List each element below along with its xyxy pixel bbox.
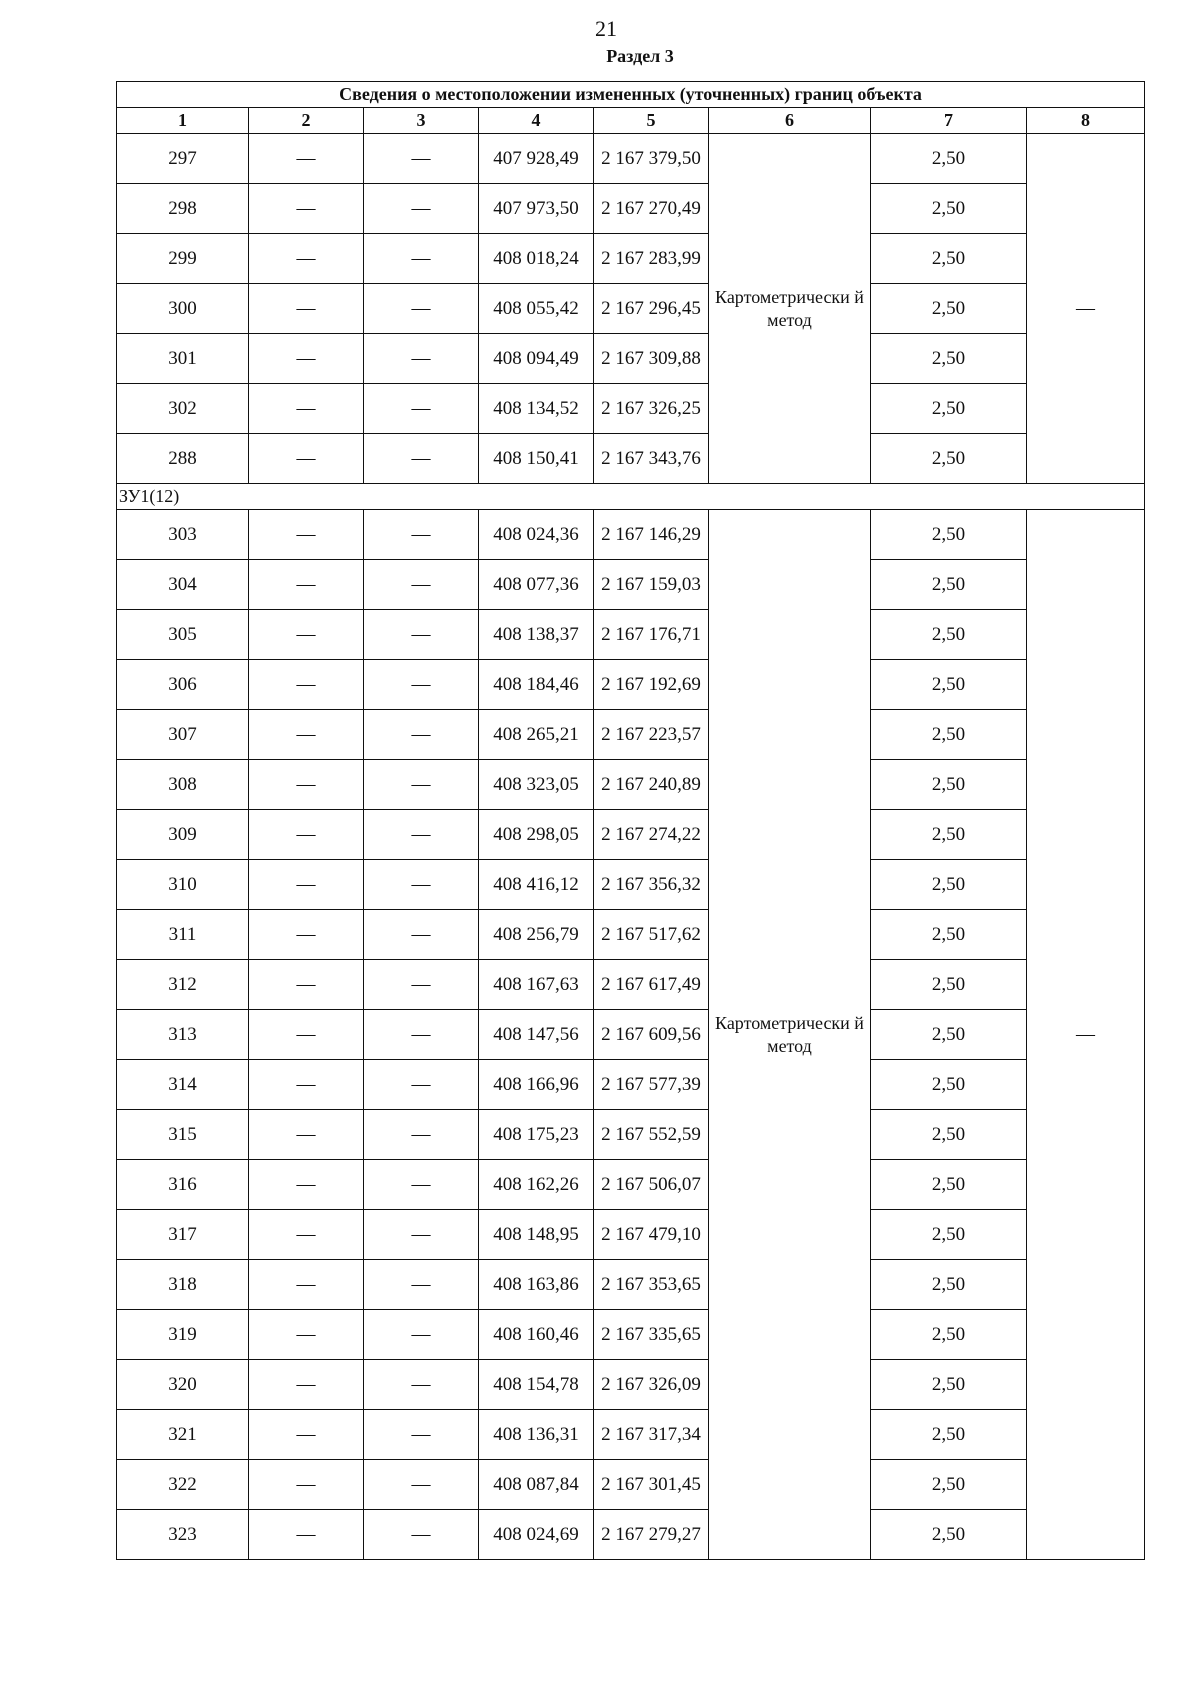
x-coordinate-cell: 408 256,79 <box>479 910 594 960</box>
table-row <box>117 184 1145 234</box>
point-number-cell: 317 <box>117 1210 249 1260</box>
point-number-cell: 305 <box>117 610 249 660</box>
column-3-cell: — <box>364 1010 479 1060</box>
x-coordinate-cell: 408 166,96 <box>479 1060 594 1110</box>
x-coordinate-cell: 408 024,36 <box>479 510 594 560</box>
column-3-cell: — <box>364 1460 479 1510</box>
column-3-cell: — <box>364 334 479 384</box>
column-3-cell: — <box>364 1110 479 1160</box>
y-coordinate-cell: 2 167 326,09 <box>594 1360 709 1410</box>
column-3-cell: — <box>364 660 479 710</box>
point-number-cell: 314 <box>117 1060 249 1110</box>
accuracy-cell: 2,50 <box>871 184 1027 234</box>
accuracy-cell: 2,50 <box>871 1110 1027 1160</box>
x-coordinate-cell: 408 018,24 <box>479 234 594 284</box>
table-row <box>117 284 1145 334</box>
column-number: 6 <box>709 108 871 134</box>
table-row <box>117 910 1145 960</box>
accuracy-cell: 2,50 <box>871 960 1027 1010</box>
column-2-cell: — <box>249 1110 364 1160</box>
x-coordinate-cell: 407 973,50 <box>479 184 594 234</box>
y-coordinate-cell: 2 167 353,65 <box>594 1260 709 1310</box>
column-2-cell: — <box>249 810 364 860</box>
column-2-cell: — <box>249 1410 364 1460</box>
table-row <box>117 1360 1145 1410</box>
x-coordinate-cell: 408 175,23 <box>479 1110 594 1160</box>
column-number-row <box>117 108 1145 134</box>
y-coordinate-cell: 2 167 506,07 <box>594 1160 709 1210</box>
table-row <box>117 1210 1145 1260</box>
table-row <box>117 1010 1145 1060</box>
column-3-cell: — <box>364 1260 479 1310</box>
point-number-cell: 297 <box>117 134 249 184</box>
point-number-cell: 299 <box>117 234 249 284</box>
y-coordinate-cell: 2 167 335,65 <box>594 1310 709 1360</box>
accuracy-cell: 2,50 <box>871 910 1027 960</box>
page-number: 21 <box>595 16 617 41</box>
x-coordinate-cell: 408 323,05 <box>479 760 594 810</box>
column-2-cell: — <box>249 1310 364 1360</box>
x-coordinate-cell: 408 154,78 <box>479 1360 594 1410</box>
column-3-cell: — <box>364 434 479 484</box>
point-number-cell: 312 <box>117 960 249 1010</box>
x-coordinate-cell: 408 055,42 <box>479 284 594 334</box>
x-coordinate-cell: 408 416,12 <box>479 860 594 910</box>
column-3-cell: — <box>364 810 479 860</box>
column-2-cell: — <box>249 760 364 810</box>
column-3-cell: — <box>364 610 479 660</box>
x-coordinate-cell: 408 160,46 <box>479 1310 594 1360</box>
point-number-cell: 321 <box>117 1410 249 1460</box>
column-3-cell: — <box>364 1060 479 1110</box>
column-2-cell: — <box>249 1210 364 1260</box>
x-coordinate-cell: 408 147,56 <box>479 1010 594 1060</box>
column-2-cell: — <box>249 710 364 760</box>
accuracy-cell: 2,50 <box>871 560 1027 610</box>
accuracy-cell: 2,50 <box>871 234 1027 284</box>
table-row <box>117 660 1145 710</box>
point-number-cell: 306 <box>117 660 249 710</box>
column-number: 4 <box>479 108 594 134</box>
x-coordinate-cell: 408 094,49 <box>479 334 594 384</box>
accuracy-cell: 2,50 <box>871 610 1027 660</box>
column-2-cell: — <box>249 1510 364 1560</box>
accuracy-cell: 2,50 <box>871 760 1027 810</box>
table-row <box>117 760 1145 810</box>
boundary-coordinates-table <box>116 81 1145 1560</box>
x-coordinate-cell: 407 928,49 <box>479 134 594 184</box>
y-coordinate-cell: 2 167 379,50 <box>594 134 709 184</box>
point-number-cell: 320 <box>117 1360 249 1410</box>
column-number: 5 <box>594 108 709 134</box>
y-coordinate-cell: 2 167 223,57 <box>594 710 709 760</box>
accuracy-cell: 2,50 <box>871 134 1027 184</box>
y-coordinate-cell: 2 167 279,27 <box>594 1510 709 1560</box>
column-2-cell: — <box>249 910 364 960</box>
group-label-row <box>117 484 1145 510</box>
column-2-cell: — <box>249 1260 364 1310</box>
accuracy-cell: 2,50 <box>871 1310 1027 1360</box>
accuracy-cell: 2,50 <box>871 334 1027 384</box>
column-3-cell: — <box>364 384 479 434</box>
table-row <box>117 560 1145 610</box>
column-3-cell: — <box>364 134 479 184</box>
table-row <box>117 434 1145 484</box>
y-coordinate-cell: 2 167 356,32 <box>594 860 709 910</box>
point-number-cell: 313 <box>117 1010 249 1060</box>
column-2-cell: — <box>249 510 364 560</box>
point-number-cell: 309 <box>117 810 249 860</box>
y-coordinate-cell: 2 167 609,56 <box>594 1010 709 1060</box>
point-number-cell: 318 <box>117 1260 249 1310</box>
table-row <box>117 960 1145 1010</box>
column-8-cell: — <box>1027 134 1145 484</box>
column-number: 2 <box>249 108 364 134</box>
x-coordinate-cell: 408 077,36 <box>479 560 594 610</box>
accuracy-cell: 2,50 <box>871 1260 1027 1310</box>
table-row <box>117 1510 1145 1560</box>
column-2-cell: — <box>249 284 364 334</box>
x-coordinate-cell: 408 184,46 <box>479 660 594 710</box>
column-2-cell: — <box>249 1160 364 1210</box>
accuracy-cell: 2,50 <box>871 1410 1027 1460</box>
column-2-cell: — <box>249 434 364 484</box>
y-coordinate-cell: 2 167 240,89 <box>594 760 709 810</box>
y-coordinate-cell: 2 167 326,25 <box>594 384 709 434</box>
x-coordinate-cell: 408 024,69 <box>479 1510 594 1560</box>
accuracy-cell: 2,50 <box>871 434 1027 484</box>
table-title: Сведения о местоположении измененных (уточненных) границ объекта <box>117 82 1145 108</box>
column-2-cell: — <box>249 134 364 184</box>
column-3-cell: — <box>364 1210 479 1260</box>
table-row <box>117 334 1145 384</box>
column-3-cell: — <box>364 860 479 910</box>
point-number-cell: 307 <box>117 710 249 760</box>
method-cell: Картометрически й метод <box>709 510 871 1560</box>
column-2-cell: — <box>249 1460 364 1510</box>
accuracy-cell: 2,50 <box>871 1210 1027 1260</box>
column-number: 1 <box>117 108 249 134</box>
point-number-cell: 316 <box>117 1160 249 1210</box>
point-number-cell: 311 <box>117 910 249 960</box>
point-number-cell: 315 <box>117 1110 249 1160</box>
column-number: 7 <box>871 108 1027 134</box>
y-coordinate-cell: 2 167 270,49 <box>594 184 709 234</box>
column-2-cell: — <box>249 960 364 1010</box>
point-number-cell: 301 <box>117 334 249 384</box>
table-row <box>117 1060 1145 1110</box>
accuracy-cell: 2,50 <box>871 860 1027 910</box>
column-2-cell: — <box>249 610 364 660</box>
y-coordinate-cell: 2 167 296,45 <box>594 284 709 334</box>
accuracy-cell: 2,50 <box>871 1360 1027 1410</box>
accuracy-cell: 2,50 <box>871 660 1027 710</box>
y-coordinate-cell: 2 167 176,71 <box>594 610 709 660</box>
accuracy-cell: 2,50 <box>871 710 1027 760</box>
accuracy-cell: 2,50 <box>871 1460 1027 1510</box>
x-coordinate-cell: 408 138,37 <box>479 610 594 660</box>
table-row <box>117 1460 1145 1510</box>
y-coordinate-cell: 2 167 283,99 <box>594 234 709 284</box>
method-cell: Картометрически й метод <box>709 134 871 484</box>
column-3-cell: — <box>364 1160 479 1210</box>
column-3-cell: — <box>364 710 479 760</box>
y-coordinate-cell: 2 167 192,69 <box>594 660 709 710</box>
column-3-cell: — <box>364 1410 479 1460</box>
column-3-cell: — <box>364 960 479 1010</box>
y-coordinate-cell: 2 167 577,39 <box>594 1060 709 1110</box>
point-number-cell: 303 <box>117 510 249 560</box>
x-coordinate-cell: 408 298,05 <box>479 810 594 860</box>
point-number-cell: 302 <box>117 384 249 434</box>
y-coordinate-cell: 2 167 309,88 <box>594 334 709 384</box>
column-3-cell: — <box>364 1510 479 1560</box>
column-3-cell: — <box>364 1360 479 1410</box>
column-2-cell: — <box>249 384 364 434</box>
column-2-cell: — <box>249 860 364 910</box>
x-coordinate-cell: 408 134,52 <box>479 384 594 434</box>
x-coordinate-cell: 408 150,41 <box>479 434 594 484</box>
point-number-cell: 288 <box>117 434 249 484</box>
column-2-cell: — <box>249 1010 364 1060</box>
column-2-cell: — <box>249 1060 364 1110</box>
accuracy-cell: 2,50 <box>871 1010 1027 1060</box>
point-number-cell: 300 <box>117 284 249 334</box>
column-2-cell: — <box>249 334 364 384</box>
table-row <box>117 234 1145 284</box>
group-label: ЗУ1(12) <box>117 484 1145 510</box>
accuracy-cell: 2,50 <box>871 510 1027 560</box>
accuracy-cell: 2,50 <box>871 284 1027 334</box>
point-number-cell: 310 <box>117 860 249 910</box>
column-3-cell: — <box>364 510 479 560</box>
table-row <box>117 1110 1145 1160</box>
table-row <box>117 134 1145 184</box>
point-number-cell: 322 <box>117 1460 249 1510</box>
x-coordinate-cell: 408 265,21 <box>479 710 594 760</box>
table-row <box>117 510 1145 560</box>
y-coordinate-cell: 2 167 552,59 <box>594 1110 709 1160</box>
column-8-cell: — <box>1027 510 1145 1560</box>
column-2-cell: — <box>249 660 364 710</box>
table-row <box>117 1260 1145 1310</box>
accuracy-cell: 2,50 <box>871 810 1027 860</box>
column-2-cell: — <box>249 184 364 234</box>
accuracy-cell: 2,50 <box>871 384 1027 434</box>
column-2-cell: — <box>249 234 364 284</box>
accuracy-cell: 2,50 <box>871 1060 1027 1110</box>
point-number-cell: 298 <box>117 184 249 234</box>
y-coordinate-cell: 2 167 617,49 <box>594 960 709 1010</box>
column-2-cell: — <box>249 560 364 610</box>
x-coordinate-cell: 408 136,31 <box>479 1410 594 1460</box>
point-number-cell: 319 <box>117 1310 249 1360</box>
x-coordinate-cell: 408 087,84 <box>479 1460 594 1510</box>
y-coordinate-cell: 2 167 517,62 <box>594 910 709 960</box>
y-coordinate-cell: 2 167 343,76 <box>594 434 709 484</box>
accuracy-cell: 2,50 <box>871 1160 1027 1210</box>
table-body <box>117 134 1145 1560</box>
column-3-cell: — <box>364 284 479 334</box>
y-coordinate-cell: 2 167 146,29 <box>594 510 709 560</box>
table-row <box>117 1310 1145 1360</box>
table-row <box>117 810 1145 860</box>
table-row <box>117 860 1145 910</box>
column-3-cell: — <box>364 910 479 960</box>
table-row <box>117 1160 1145 1210</box>
column-3-cell: — <box>364 760 479 810</box>
column-2-cell: — <box>249 1360 364 1410</box>
point-number-cell: 308 <box>117 760 249 810</box>
y-coordinate-cell: 2 167 301,45 <box>594 1460 709 1510</box>
accuracy-cell: 2,50 <box>871 1510 1027 1560</box>
y-coordinate-cell: 2 167 159,03 <box>594 560 709 610</box>
x-coordinate-cell: 408 162,26 <box>479 1160 594 1210</box>
table-row <box>117 1410 1145 1460</box>
x-coordinate-cell: 408 148,95 <box>479 1210 594 1260</box>
column-3-cell: — <box>364 560 479 610</box>
section-title: Раздел 3 <box>606 46 674 66</box>
point-number-cell: 304 <box>117 560 249 610</box>
x-coordinate-cell: 408 167,63 <box>479 960 594 1010</box>
y-coordinate-cell: 2 167 317,34 <box>594 1410 709 1460</box>
point-number-cell: 323 <box>117 1510 249 1560</box>
y-coordinate-cell: 2 167 479,10 <box>594 1210 709 1260</box>
column-3-cell: — <box>364 184 479 234</box>
table-row <box>117 610 1145 660</box>
table-row <box>117 710 1145 760</box>
column-number: 8 <box>1027 108 1145 134</box>
y-coordinate-cell: 2 167 274,22 <box>594 810 709 860</box>
table-row <box>117 384 1145 434</box>
column-number: 3 <box>364 108 479 134</box>
column-3-cell: — <box>364 234 479 284</box>
column-3-cell: — <box>364 1310 479 1360</box>
x-coordinate-cell: 408 163,86 <box>479 1260 594 1310</box>
